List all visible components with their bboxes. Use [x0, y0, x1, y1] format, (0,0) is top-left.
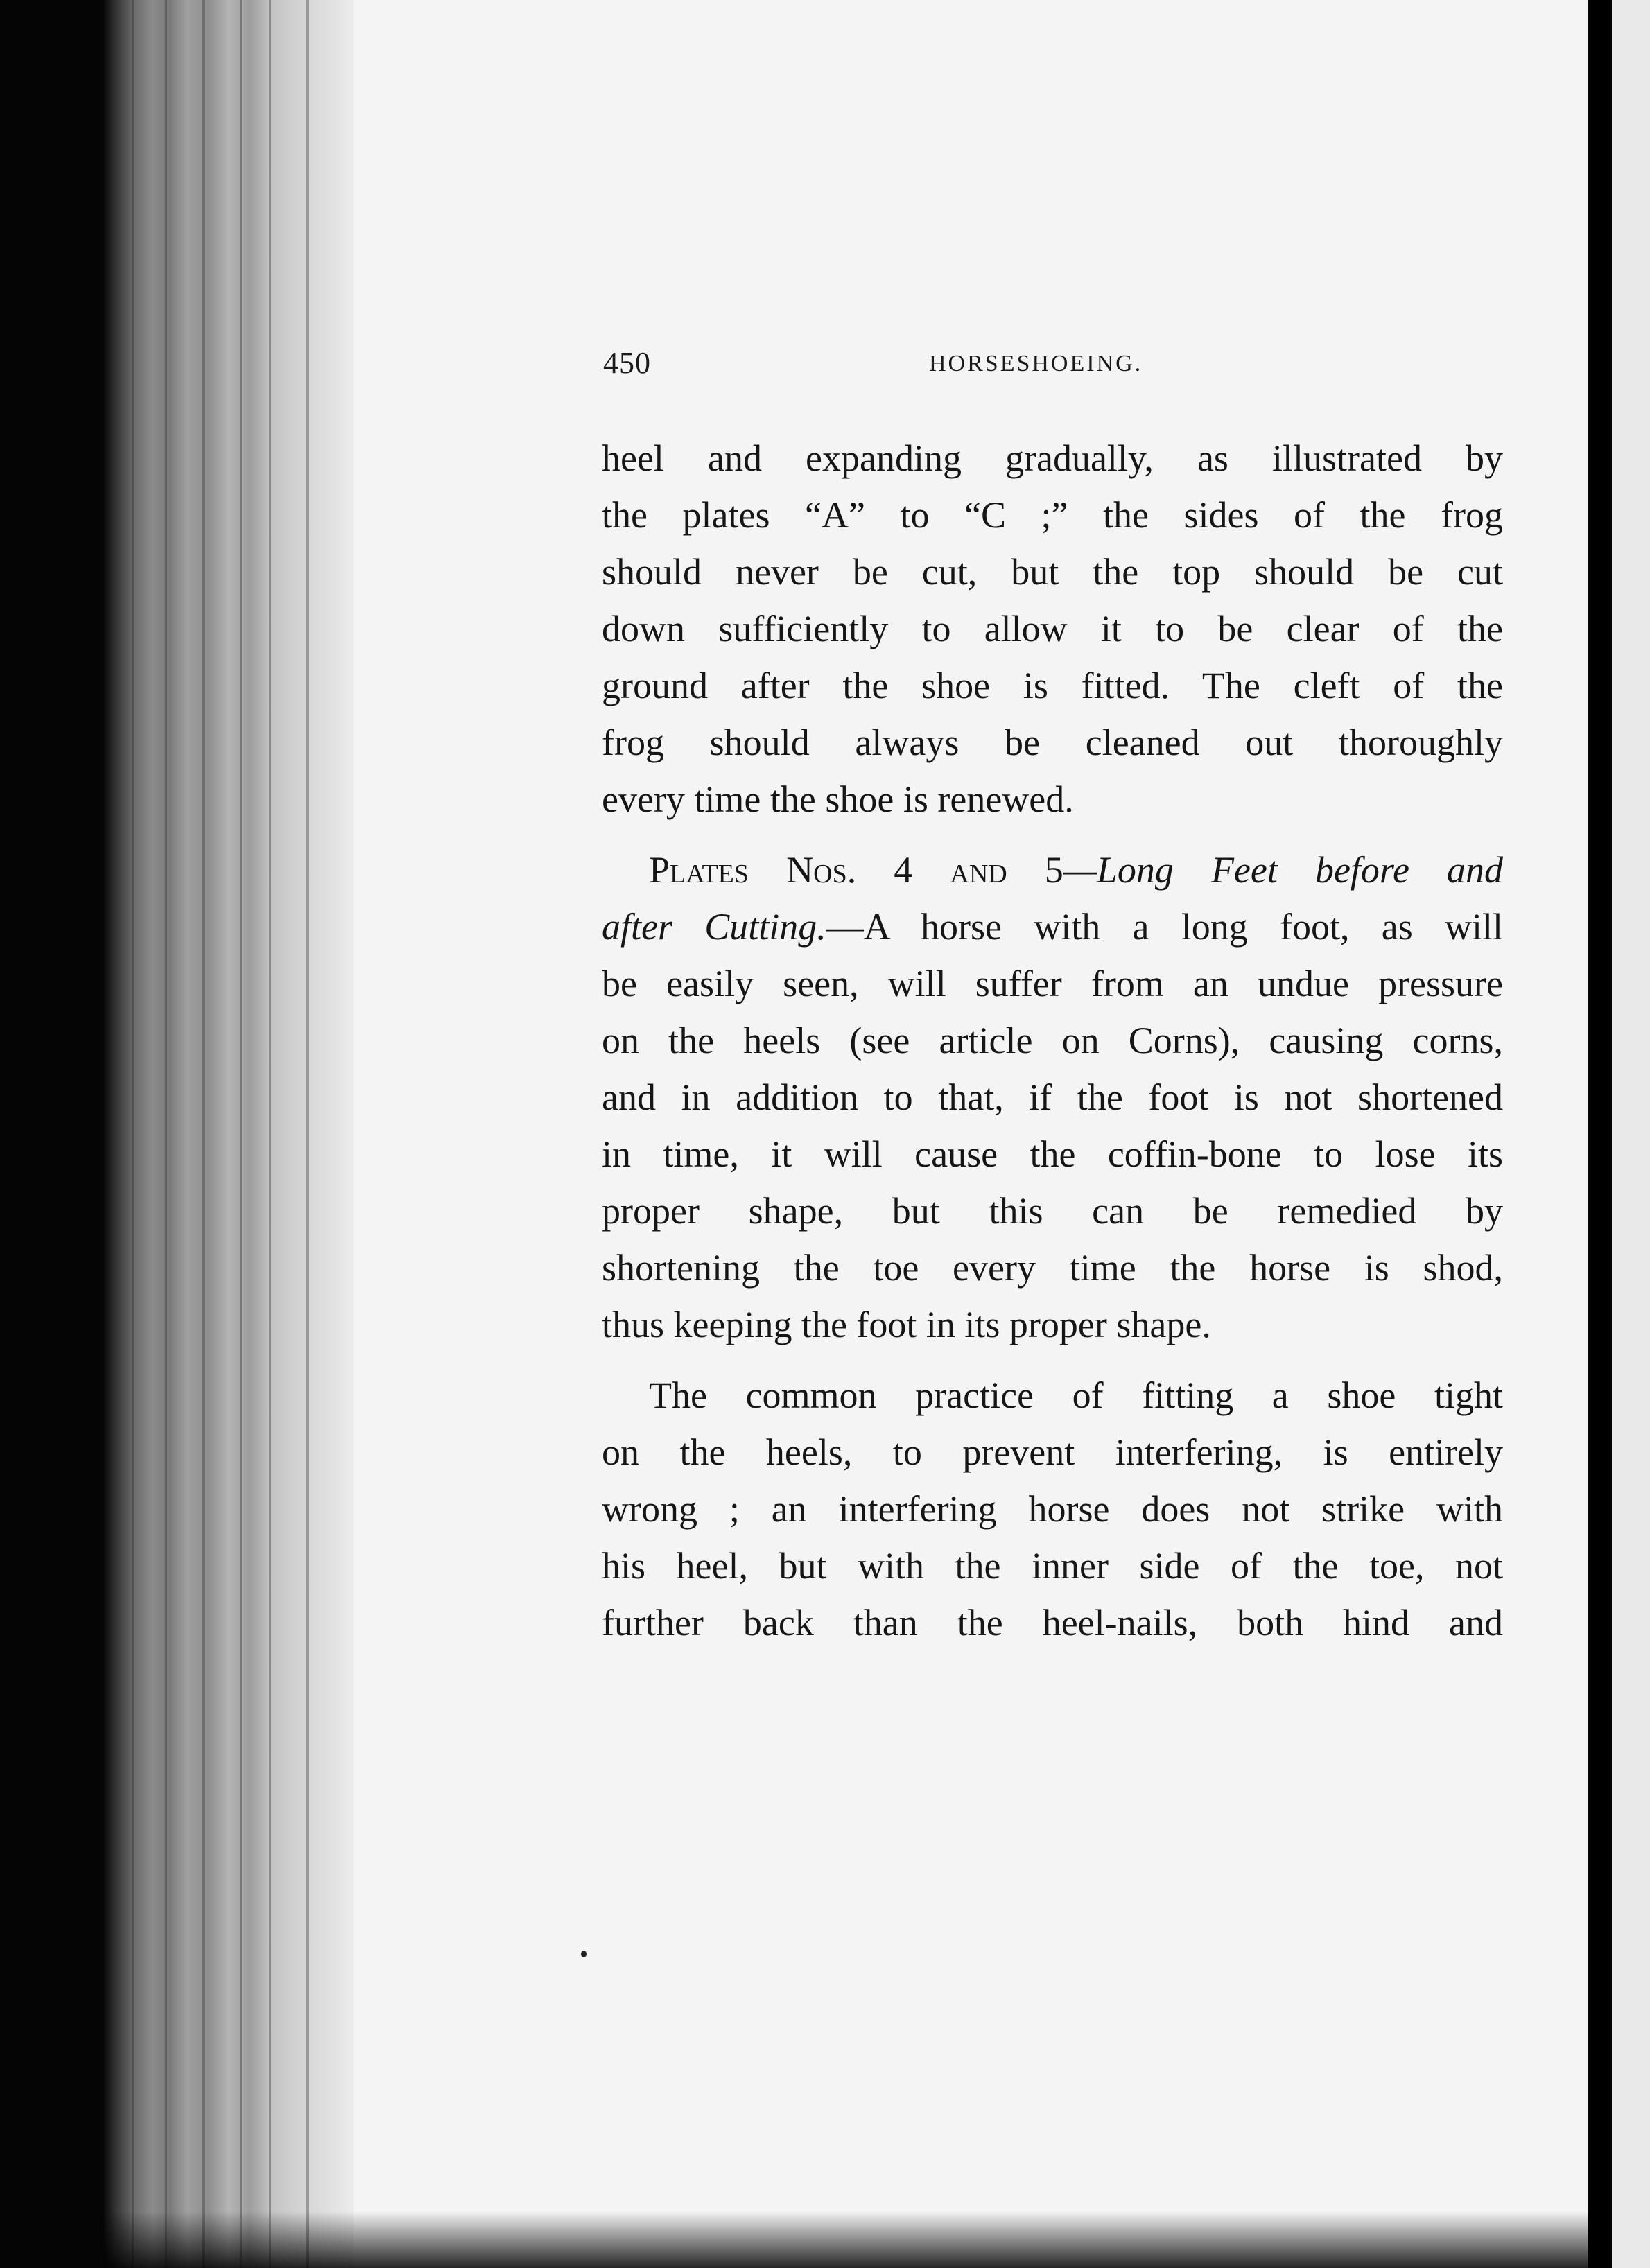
page-header	[603, 345, 1504, 394]
text-line: the plates “A” to “C ;” the sides of the frog	[602, 494, 1503, 536]
text-line: wrong ; an interfering horse does not strike with	[602, 1488, 1503, 1530]
scan-background-left	[0, 0, 118, 2268]
text-line: The common practice of fitting a shoe tight	[649, 1375, 1503, 1416]
text-line: frog should always be cleaned out thoroughly	[602, 722, 1503, 763]
text-line: on the heels (see article on Corns), causing corns,	[602, 1020, 1503, 1061]
text-line: thus keeping the foot in its proper shape.	[602, 1304, 1211, 1345]
text-line: be easily seen, will suffer from an undue pressure	[602, 963, 1503, 1004]
text-line: further back than the heel-nails, both hind and	[602, 1602, 1503, 1643]
text-line: in time, it will cause the coffin-bone to lose its	[602, 1133, 1503, 1175]
text-line: down sufficiently to allow it to be clear of the	[602, 608, 1503, 649]
text-line: should never be cut, but the top should be cut	[602, 551, 1503, 593]
text-line: on the heels, to prevent interfering, is entirely	[602, 1431, 1503, 1473]
facing-page-edge	[1612, 0, 1650, 2268]
plate-title: —Long Feet before and	[1063, 849, 1503, 891]
text-line: and in addition to that, if the foot is not shortened	[602, 1076, 1503, 1118]
text-line: shortening the toe every time the horse is shod,	[602, 1247, 1503, 1289]
text-line: ground after the shoe is fitted. The cleft of the	[602, 665, 1503, 706]
plate-heading: Plates Nos. 4 and 5	[649, 849, 1063, 891]
ink-speck	[581, 1951, 587, 1957]
section-heading-line	[602, 841, 1503, 898]
page-number: 450	[603, 346, 651, 380]
plate-title-cont: after Cutting.	[602, 906, 826, 948]
body-text	[602, 430, 1503, 1651]
bottom-shadow	[104, 2211, 1588, 2268]
text-line: heel and expanding gradually, as illustrated by	[602, 437, 1503, 479]
text-line: proper shape, but this can be remedied by	[602, 1190, 1503, 1232]
text-fragment: —A horse with a long foot, as will	[826, 906, 1503, 948]
book-page-edges	[104, 0, 354, 2268]
text-line: every time the shoe is renewed.	[602, 778, 1074, 820]
text-line	[602, 898, 1503, 955]
running-head: HORSESHOEING.	[929, 351, 1143, 376]
text-line: his heel, but with the inner side of the toe, not	[602, 1545, 1503, 1587]
